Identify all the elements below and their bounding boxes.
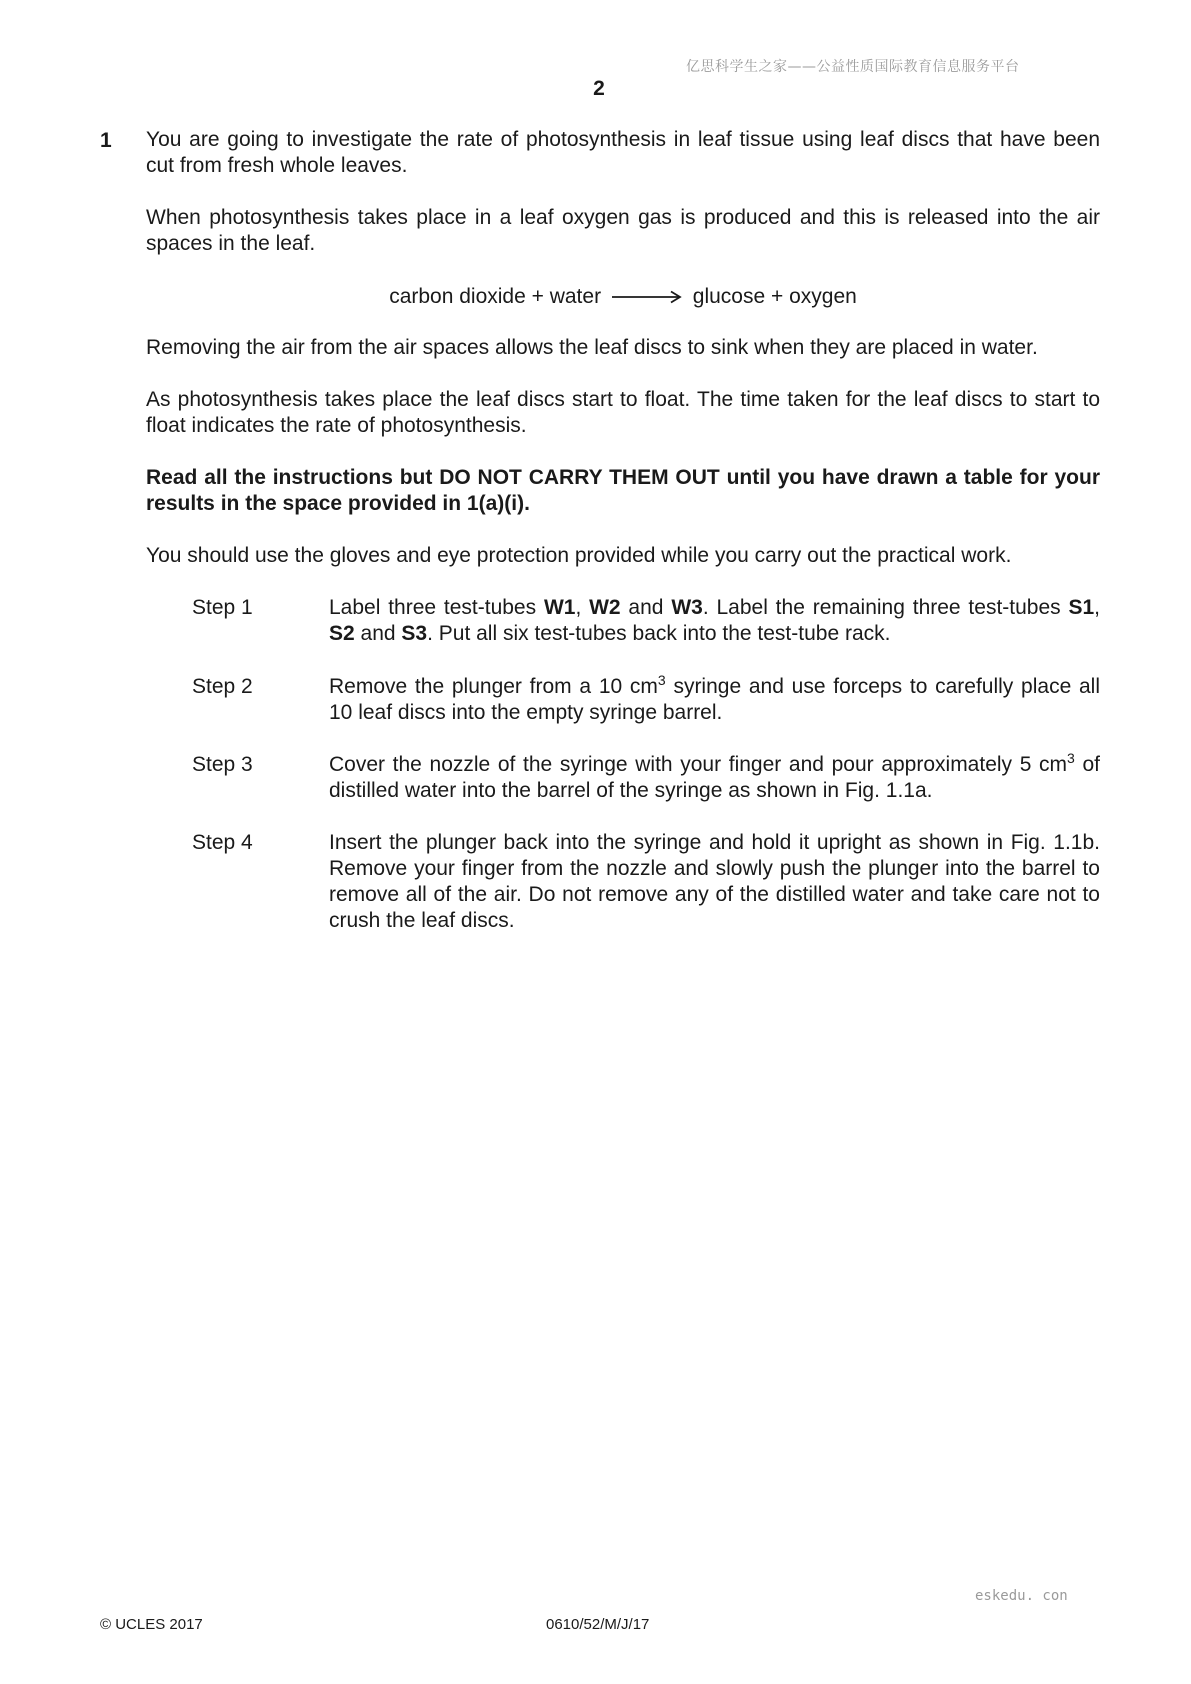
step-2-text: Remove the plunger from a 10 $cm^3$ syringe and use forceps to carefully place all 10 leaf discs into the empty syringe barrel. <box>329 672 1100 724</box>
instruction-bold: Read all the instructions but DO NOT CARRY THEM OUT until you have drawn a table for your results in the space provided in 1(a)(i). <box>146 466 1100 515</box>
safety-paragraph: You should use the gloves and eye protection provided while you carry out the practical work. <box>146 544 1012 567</box>
question-number: 1 <box>100 129 112 152</box>
step-4-label: Step 4 <box>192 831 253 854</box>
photosynthesis-paragraph: When photosynthesis takes place in a leaf oxygen gas is produced and this is released into the air spaces in the leaf. <box>146 206 1100 255</box>
step-4-text: Insert the plunger back into the syringe and hold it upright as shown in Fig. 1.1b. Remove your finger from the nozzle and slowly push the plunger into the barrel to remove all of the air. Do not remove any of the distilled water and take care not to crush the leaf discs. <box>329 831 1100 932</box>
removing-air-paragraph: Removing the air from the air spaces allows the leaf discs to sink when they are placed in water. <box>146 336 1038 359</box>
word-equation <box>146 284 1100 310</box>
footer-paper-code: 0610/52/M/J/17 <box>546 1616 650 1633</box>
intro-paragraph: You are going to investigate the rate of photosynthesis in leaf tissue using leaf discs that have been cut from fresh whole leaves. <box>146 128 1100 177</box>
step-1-text: Label three test-tubes W1, W2 and W3. Label the remaining three test-tubes S1, S2 and S3. Put all six test-tubes back into the test-tube rack. <box>329 596 1100 645</box>
watermark-top: 亿思科学生之家——公益性质国际教育信息服务平台 <box>686 59 1020 75</box>
step-3-text: Cover the nozzle of the syringe with your finger and pour approximately 5 $cm^3$ of distilled water into the barrel of the syringe as shown in Fig. 1.1a. <box>329 750 1100 802</box>
step-3-label: Step 3 <box>192 753 253 776</box>
step-2-label: Step 2 <box>192 675 253 698</box>
step-1-label: Step 1 <box>192 596 253 619</box>
watermark-bottom: eskedu. con <box>975 1588 1068 1604</box>
reaction-arrow-icon <box>611 290 683 304</box>
equation-products: glucose + oxygen <box>692 285 857 308</box>
equation-reactants: carbon dioxide + water <box>389 285 602 308</box>
float-paragraph: As photosynthesis takes place the leaf discs start to float. The time taken for the leaf discs to start to float indicates the rate of photosynthesis. <box>146 388 1100 437</box>
footer-copyright: © UCLES 2017 <box>100 1616 203 1633</box>
page-number: 2 <box>593 77 605 100</box>
